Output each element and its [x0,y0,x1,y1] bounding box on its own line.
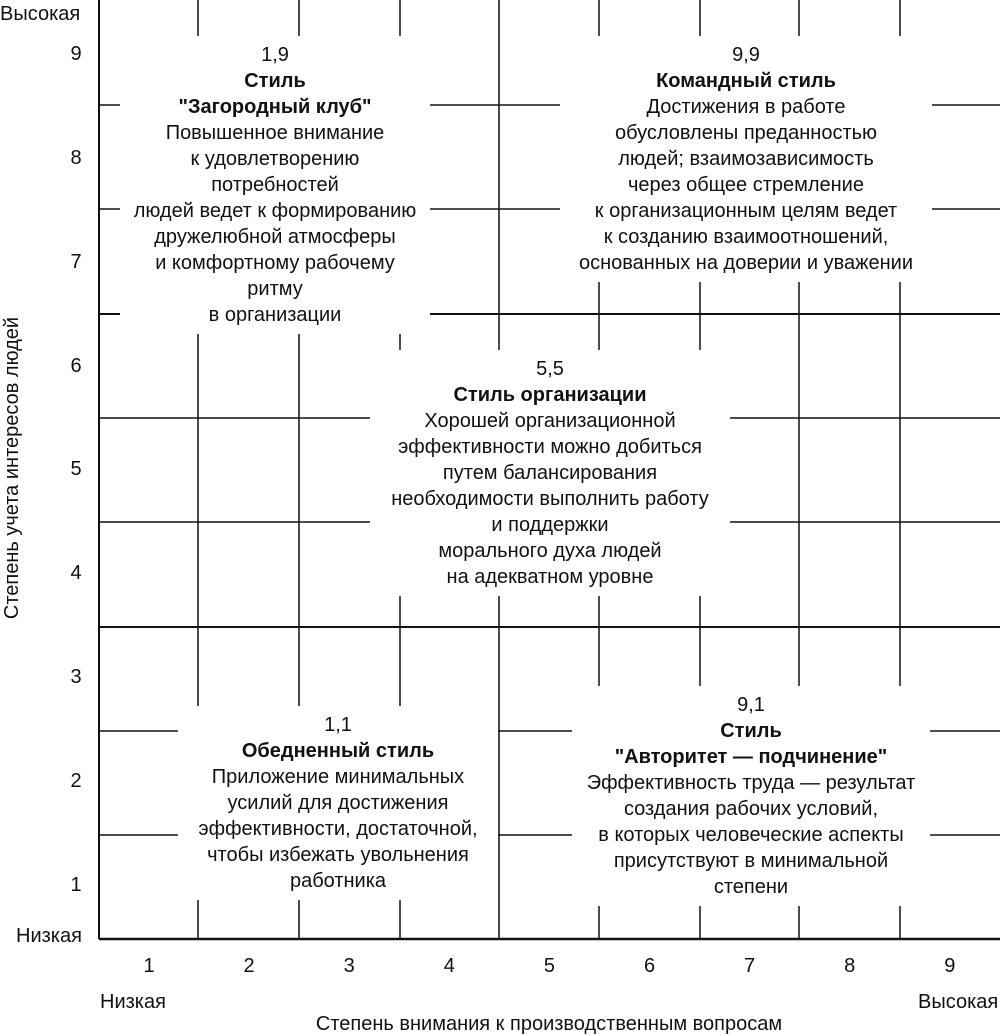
cell-description-line: необходимости выполнить работу [391,488,709,510]
x-axis-high-label: Высокая [918,991,999,1013]
x-tick-label: 2 [243,955,255,977]
y-axis-title: Степень учета интересов людей [1,316,23,620]
cell-title: Стиль [244,70,306,92]
cell-description-line: эффективности можно добиться [398,436,702,458]
cell-description-line: основанных на доверии и уважении [578,252,914,274]
cell-description-line: Хорошей организационной [424,410,676,432]
cell-description-line: на адекватном уровне [446,566,654,588]
cell-description-line: путем балансирования [442,462,658,484]
cell-description-line: Достижения в работе [646,96,846,118]
cell-description-line: через общее стремление [628,174,864,196]
cell-middle-of-the-road [370,350,730,596]
cell-description-line: эффективности, достаточной, [198,818,478,840]
cell-team-management [560,36,932,282]
y-tick-label: 4 [70,562,82,585]
y-tick-label: 8 [70,146,82,169]
y-tick-label: 1 [70,874,82,896]
y-axis-low-label: Низкая [16,925,82,947]
y-tick-label: 7 [70,250,82,273]
cell-description-line: к организационным целям ведет [594,200,898,222]
x-tick-label: 9 [944,955,956,977]
y-tick-label: 2 [70,770,82,793]
x-tick-label: 6 [643,955,656,977]
cell-description-line: людей; взаимозависимость [618,148,874,170]
cell-description-line: людей ведет к формированию [133,200,417,222]
cell-coordinate: 1,1 [324,714,352,736]
cell-description-line: в организации [208,304,342,326]
cell-description-line: и поддержки [491,514,609,536]
x-tick-label: 3 [343,955,355,977]
cell-description-line: к созданию взаимоотношений, [603,226,889,248]
x-axis-low-label: Низкая [100,991,166,1013]
y-tick-label: 9 [70,42,82,65]
cell-description-line: создания рабочих условий, [623,798,879,820]
cell-title: Обедненный стиль [241,740,435,762]
cell-description-line: к удовлетворению потребностей [190,148,360,196]
cell-description-line: Эффективность труда — результат [586,772,916,794]
cell-title: "Авторитет — подчинение" [614,746,888,768]
y-tick-label: 6 [70,354,82,377]
x-tick-label: 8 [844,955,856,977]
cell-title: Командный стиль [656,70,836,92]
cell-description-line: дружелюбной атмосферы [154,226,396,248]
cell-title: "Загородный клуб" [178,96,372,118]
cell-title: Стиль организации [453,384,647,406]
cell-description-line: в которых человеческие аспекты [598,824,904,846]
cell-description-line: усилий для достижения [227,792,449,814]
cell-authority-compliance [572,686,930,906]
cell-description-line: чтобы избежать увольнения [207,844,469,866]
x-tick-label: 7 [744,955,756,977]
x-tick-label: 4 [443,955,455,977]
cell-impoverished [178,706,498,900]
cell-description-line: Повышенное внимание [165,122,385,144]
cell-coordinate: 5,5 [536,358,564,380]
cell-description-line: морального духа людей [438,540,662,562]
cell-description-line: Приложение минимальных [211,766,465,788]
y-tick-label: 3 [70,666,82,689]
cell-description-line: обусловлены преданностью [614,122,878,144]
cell-description-line: степени [713,876,789,898]
x-axis-title: Степень внимания к производственным вопросам [315,1013,783,1035]
cell-description-line: и комфортному рабочему ритму [155,252,395,300]
cell-description-line: работника [289,870,387,892]
cell-coordinate: 1,9 [261,44,289,66]
x-tick-label: 5 [543,955,555,977]
cell-country-club [120,36,430,334]
y-axis-high-label: Высокая [0,3,81,25]
cell-description-line: присутствуют в минимальной [613,850,889,872]
cell-coordinate: 9,1 [737,694,765,716]
cell-coordinate: 9,9 [732,44,760,66]
x-tick-label: 1 [143,955,155,977]
cell-title: Стиль [720,720,782,742]
y-tick-label: 5 [70,458,82,481]
